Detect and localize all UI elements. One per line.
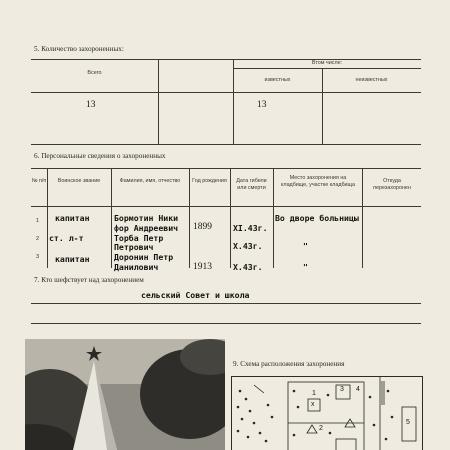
row-num: 3 [36, 254, 40, 260]
table5-header-rule [31, 92, 421, 93]
table5-divider [233, 59, 234, 144]
col-birth-header: Год рождения [192, 178, 227, 184]
col-death-header: Дата гибели или смерти [236, 178, 267, 191]
table6-divider [362, 168, 363, 268]
row-name-line1: Бормотин Ники [114, 213, 179, 223]
row-death: XI.43г. [233, 223, 268, 233]
scheme-box-5-label: 5 [406, 419, 410, 426]
row-rank: капитан [55, 213, 90, 223]
burial-layout-scheme [231, 376, 423, 450]
row-name-line1: Доронин Петр [114, 252, 174, 262]
table6-divider [189, 168, 190, 268]
row-name-line2: Петрович [114, 242, 154, 252]
total-value: 13 [86, 100, 96, 110]
scheme-mark-2-label: 2 [319, 425, 323, 432]
row-birth: 1913 [193, 262, 212, 272]
table6-divider [111, 168, 112, 268]
section7-rule [31, 323, 421, 324]
row-num: 2 [36, 236, 40, 242]
section7-heading: 7. Кто шефствует над захоронением [34, 276, 144, 284]
row-death: X.43г. [233, 262, 263, 272]
row-name-line1: Торба Петр [114, 233, 164, 243]
col-rank-header: Воинское звание [57, 178, 101, 184]
row-num: 1 [36, 218, 40, 224]
section5-heading: 5. Количество захороненных: [34, 45, 124, 53]
col-unknown-header: неизвестных [355, 77, 388, 83]
table5-sub-rule [233, 68, 421, 69]
col-total-header: Всего [87, 70, 102, 76]
table6-divider [273, 168, 274, 268]
row-name-line2: Данилович [114, 262, 159, 272]
table5-bottom-rule [31, 144, 421, 145]
row-rank: ст. л-т [49, 233, 84, 243]
row-rank: капитан [55, 254, 90, 264]
row-place: " [303, 241, 308, 251]
scheme-box-4-label: 4 [356, 386, 360, 393]
section7-rule [31, 303, 421, 304]
row-name-line2: фор Андреевич [114, 223, 179, 233]
col-place-header: Место захоронения на кладбище, участке кладбища [281, 175, 355, 188]
col-including-header: Втом числе: [311, 60, 343, 66]
table5-divider [158, 59, 159, 144]
section9-heading: 9. Схема расположения захоронения [233, 360, 345, 368]
scheme-grave-x-label: x [311, 401, 315, 408]
scheme-mark-1-label: 1 [312, 390, 316, 397]
table6-divider [47, 168, 48, 268]
scheme-drawing [232, 377, 422, 450]
row-birth: 1899 [193, 222, 212, 232]
col-num-header: № п/п [31, 178, 47, 184]
col-name-header: Фамилия, имя, отчество [119, 178, 181, 184]
caretaker-value: сельский Совет и школа [141, 290, 250, 300]
row-place: Во дворе больницы [275, 213, 359, 223]
section6-heading: 6. Персональные сведения о захороненных [34, 152, 166, 160]
col-known-header: известных [264, 77, 291, 83]
known-value: 13 [257, 100, 267, 110]
memorial-photo-image [25, 339, 225, 450]
scheme-box-3-label: 3 [340, 386, 344, 393]
row-death: X.43г. [233, 241, 263, 251]
memorial-photo [25, 339, 225, 450]
row-place: " [303, 262, 308, 272]
col-from-header: Откуда перезахоронен [373, 178, 411, 191]
